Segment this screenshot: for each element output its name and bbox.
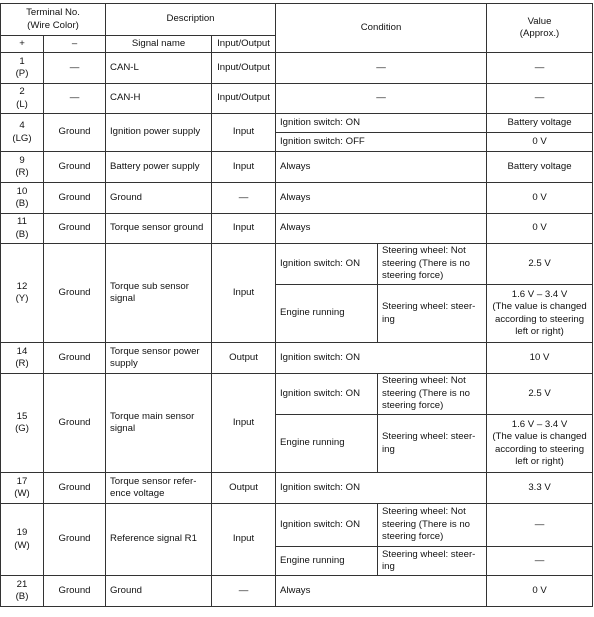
cell-condition: Ignition switch: ON	[276, 343, 487, 374]
header-signal-name: Signal name	[106, 36, 212, 53]
cell-value: 0 V	[487, 183, 593, 214]
terminal-table-wrapper	[0, 3, 594, 607]
cell-condition-b	[378, 415, 487, 473]
cell-condition: —	[276, 84, 487, 114]
header-minus: –	[44, 36, 106, 53]
table-row	[1, 214, 593, 244]
signal-text: Torque main sensor signal	[110, 410, 195, 434]
cell-value: 0 V	[487, 133, 593, 152]
cell-plus	[1, 214, 44, 244]
cell-io: Output	[212, 473, 276, 504]
cell-io: Input/Output	[212, 53, 276, 84]
cell-condition: Always	[276, 576, 487, 607]
cell-signal: CAN-H	[106, 84, 212, 114]
cell-plus	[1, 374, 44, 473]
cell-value: —	[487, 53, 593, 84]
value-text: 1.6 V – 3.4 V (The value is changed according to steering left or right)	[492, 418, 587, 467]
cell-condition-a: Engine running	[276, 285, 378, 343]
header-description-text: Description	[166, 13, 215, 25]
table-row	[1, 576, 593, 607]
cell-signal: CAN-L	[106, 53, 212, 84]
plus-text: 21 (B)	[15, 578, 29, 602]
cell-plus	[1, 84, 44, 114]
cell-minus: Ground	[44, 576, 106, 607]
cell-condition: Always	[276, 183, 487, 214]
cell-minus: Ground	[44, 504, 106, 576]
cell-signal	[106, 374, 212, 473]
condition-b-text: Steering wheel: Not steering (There is no steering force)	[382, 506, 470, 543]
cell-value: 0 V	[487, 576, 593, 607]
plus-text: 17 (W)	[14, 475, 30, 499]
cell-io: —	[212, 183, 276, 214]
cell-signal: Torque sensor ground	[106, 214, 212, 244]
condition-b-text: Steering wheel: steer- ing	[382, 431, 476, 455]
header-value-text: Value (Approx.)	[519, 16, 560, 40]
cell-minus: Ground	[44, 114, 106, 152]
plus-text: 4 (LG)	[12, 120, 32, 144]
cell-condition-b	[378, 547, 487, 576]
cell-minus: —	[44, 84, 106, 114]
cell-value	[487, 415, 593, 473]
cell-minus: Ground	[44, 473, 106, 504]
cell-condition-b	[378, 504, 487, 547]
cell-signal	[106, 473, 212, 504]
plus-text: 15 (G)	[15, 410, 29, 434]
header-condition	[276, 4, 487, 53]
cell-condition: Always	[276, 152, 487, 183]
cell-plus	[1, 473, 44, 504]
plus-text: 11 (B)	[15, 216, 29, 240]
header-description	[106, 4, 276, 36]
table-row	[1, 473, 593, 504]
cell-io: Output	[212, 343, 276, 374]
cell-value: 10 V	[487, 343, 593, 374]
condition-b-text: Steering wheel: steer- ing	[382, 301, 476, 325]
cell-io: —	[212, 576, 276, 607]
cell-signal: Ground	[106, 183, 212, 214]
cell-io: Input	[212, 114, 276, 152]
cell-signal	[106, 343, 212, 374]
cell-plus	[1, 183, 44, 214]
cell-plus	[1, 152, 44, 183]
cell-condition-a: Ignition switch: ON	[276, 504, 378, 547]
cell-signal: Ignition power supply	[106, 114, 212, 152]
cell-io: Input	[212, 152, 276, 183]
cell-signal	[106, 244, 212, 343]
cell-condition-b	[378, 244, 487, 285]
cell-value: 2.5 V	[487, 244, 593, 285]
table-row	[1, 504, 593, 547]
cell-condition-a: Ignition switch: ON	[276, 374, 378, 415]
table-row	[1, 374, 593, 415]
cell-value: —	[487, 547, 593, 576]
cell-minus: Ground	[44, 214, 106, 244]
plus-text: 1 (P)	[15, 55, 29, 79]
cell-condition-b	[378, 285, 487, 343]
signal-text: Torque sub sensor signal	[110, 280, 189, 304]
cell-minus: —	[44, 53, 106, 84]
signal-text: Torque sensor refer- ence voltage	[110, 475, 197, 499]
plus-text: 9 (R)	[15, 154, 29, 178]
cell-condition: Ignition switch: OFF	[276, 133, 487, 152]
cell-minus: Ground	[44, 152, 106, 183]
table-row	[1, 84, 593, 114]
header-value	[487, 4, 593, 53]
cell-minus: Ground	[44, 374, 106, 473]
plus-text: 10 (B)	[15, 185, 29, 209]
cell-condition-a: Ignition switch: ON	[276, 244, 378, 285]
cell-value	[487, 285, 593, 343]
cell-value: —	[487, 504, 593, 547]
cell-condition: —	[276, 53, 487, 84]
cell-plus	[1, 114, 44, 152]
condition-b-text: Steering wheel: Not steering (There is no steering force)	[382, 245, 470, 282]
header-condition-text: Condition	[360, 21, 402, 33]
cell-plus	[1, 53, 44, 84]
condition-b-text: Steering wheel: Not steering (There is no steering force)	[382, 375, 470, 412]
header-plus: +	[1, 36, 44, 53]
cell-io: Input	[212, 214, 276, 244]
cell-value: Battery voltage	[487, 152, 593, 183]
value-text: 1.6 V – 3.4 V (The value is changed according to steering left or right)	[492, 288, 587, 337]
table-row	[1, 183, 593, 214]
cell-value: —	[487, 84, 593, 114]
cell-io: Input/Output	[212, 84, 276, 114]
cell-io: Input	[212, 374, 276, 473]
cell-condition-a: Engine running	[276, 415, 378, 473]
cell-value: 3.3 V	[487, 473, 593, 504]
cell-condition: Ignition switch: ON	[276, 473, 487, 504]
cell-value: 0 V	[487, 214, 593, 244]
cell-condition-b	[378, 374, 487, 415]
cell-plus	[1, 576, 44, 607]
terminal-table	[0, 3, 593, 607]
cell-io: Input	[212, 244, 276, 343]
cell-signal: Reference signal R1	[106, 504, 212, 576]
cell-minus: Ground	[44, 343, 106, 374]
condition-b-text: Steering wheel: steer- ing	[382, 548, 476, 572]
cell-plus	[1, 504, 44, 576]
cell-value: 2.5 V	[487, 374, 593, 415]
table-row	[1, 53, 593, 84]
cell-minus: Ground	[44, 183, 106, 214]
cell-condition: Always	[276, 214, 487, 244]
cell-minus: Ground	[44, 244, 106, 343]
cell-signal: Ground	[106, 576, 212, 607]
cell-io: Input	[212, 504, 276, 576]
cell-condition-a: Engine running	[276, 547, 378, 576]
table-row	[1, 152, 593, 183]
cell-plus	[1, 343, 44, 374]
plus-text: 12 (Y)	[15, 280, 29, 304]
table-row	[1, 114, 593, 133]
cell-plus	[1, 244, 44, 343]
cell-signal: Battery power supply	[106, 152, 212, 183]
plus-text: 19 (W)	[14, 527, 30, 551]
signal-text: Torque sensor power supply	[110, 345, 200, 369]
table-row	[1, 343, 593, 374]
header-terminal-text: Terminal No. (Wire Color)	[26, 7, 80, 31]
table-row	[1, 244, 593, 285]
cell-condition: Ignition switch: ON	[276, 114, 487, 133]
header-input-output: Input/Output	[212, 36, 276, 53]
header-terminal	[1, 4, 106, 36]
cell-value: Battery voltage	[487, 114, 593, 133]
plus-text: 2 (L)	[16, 86, 28, 110]
plus-text: 14 (R)	[15, 345, 29, 369]
